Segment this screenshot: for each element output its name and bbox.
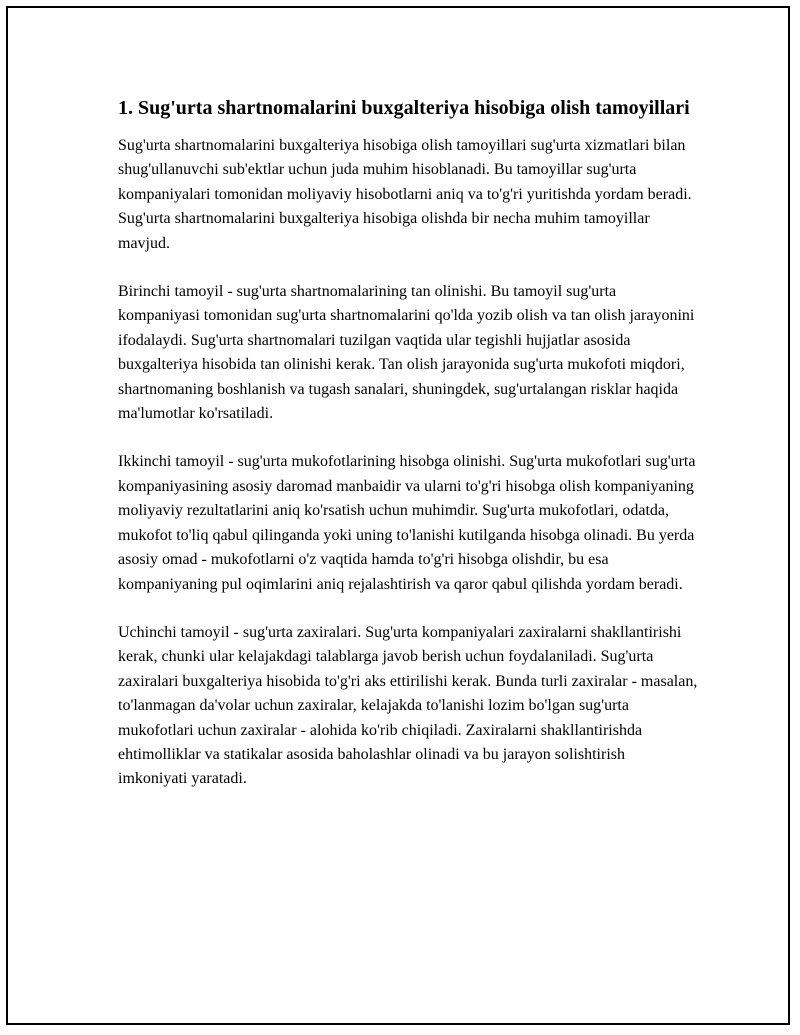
section-heading: 1. Sug'urta shartnomalarini buxgalteriya hisobiga olish tamoyillari xyxy=(118,97,690,119)
paragraph-third-principle: Uchinchi tamoyil - sug'urta zaxiralari. Sug'urta kompaniyalari zaxiralarni shakllantirishi kerak, chunki ular kelajakdagi talablarga javob berish uchun foydalaniladi. Sug'urta zaxiralari buxgalteriya hisobida to'g'ri aks ettirilishi kerak. Bunda turli zaxiralar - masalan, to'lanmagan da'volar uchun zaxiralar, kelajakda to'lanishi lozim bo'lgan sug'urta mukofotlari uchun zaxiralar - alohida ko'rib chiqiladi. Zaxiralarni shakllantirishda ehtimolliklar va statikalar asosida baholashlar olinadi va bu jarayon solishtirish imkoniyati yaratadi. xyxy=(118,623,698,788)
paragraph-second-principle: Ikkinchi tamoyil - sug'urta mukofotlarining hisobga olinishi. Sug'urta mukofotlari sug'urta kompaniyasining asosiy daromad manbaidir va ularni to'g'ri hisobga olish kompaniyaning moliyaviy rezultatlarini aniq ko'rsatish uchun muhimdir. Sug'urta mukofotlari, odatda, mukofot to'liq qabul qilinganda yoki uning to'lanishi kutilganda hisobga olinadi. Bu yerda asosiy omad - mukofotlarni o'z vaqtida hamda to'g'ri hisobga olishdir, bu esa kompaniyaning pul oqimlarini aniq rejalashtirish va qaror qabul qilishda yordam beradi. xyxy=(118,453,696,593)
paragraph-intro: Sug'urta shartnomalarini buxgalteriya hisobiga olish tamoyillari sug'urta xizmatlari bilan shug'ullanuvchi sub'ektlar uchun juda muhim hisoblanadi. Bu tamoyillar sug'urta kompaniyalari tomonidan moliyaviy hisobotlarni aniq va to'g'ri yuritishda yordam beradi. Sug'urta shartnomalarini buxgalteriya hisobiga olishda bir necha muhim tamoyillar mavjud. xyxy=(118,137,692,252)
paragraph-first-principle: Birinchi tamoyil - sug'urta shartnomalarining tan olinishi. Bu tamoyil sug'urta kompaniyasi tomonidan sug'urta shartnomalarini qo'lda yozib olish va tan olish jarayonini ifodalaydi. Sug'urta shartnomalari tuzilgan vaqtida ular tegishli hujjatlar asosida buxgalteriya hisobida tan olinishi kerak. Tan olish jarayonida sug'urta mukofoti miqdori, shartnomaning boshlanish va tugash sanalari, shuningdek, sug'urtalangan risklar haqida ma'lumotlar ko'rsatiladi. xyxy=(118,283,695,423)
document-body xyxy=(118,94,698,816)
